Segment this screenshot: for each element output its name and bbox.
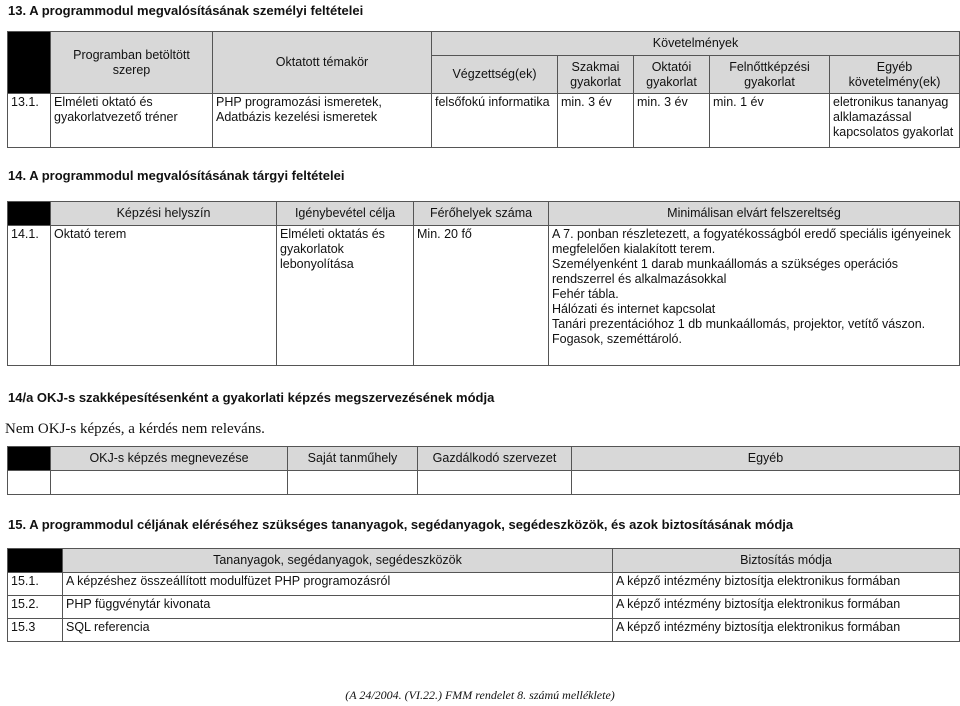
row-number-header — [8, 447, 51, 471]
other-requirements-cell: eletronikus tananyag alklamazással kapcsolatos gyakorlat — [830, 94, 960, 148]
material-cell: PHP függvénytár kivonata — [63, 596, 613, 619]
page-footer: (A 24/2004. (VI.22.) FMM rendelet 8. számú melléklete) — [345, 688, 615, 702]
section-14a-heading: 14/a OKJ-s szakképesítésenként a gyakorlati képzés megszervezésének módja — [8, 390, 495, 405]
place-cell: Oktató terem — [51, 226, 277, 366]
place-header: Képzési helyszín — [51, 202, 277, 226]
seats-header: Férőhelyek száma — [414, 202, 549, 226]
row-number: 14.1. — [8, 226, 51, 366]
section-14-heading: 14. A programmodul megvalósításának tárgyi feltételei — [8, 168, 345, 183]
section-13-heading: 13. A programmodul megvalósításának személyi feltételei — [8, 3, 364, 18]
teaching-practice-cell: min. 3 év — [634, 94, 710, 148]
role-cell: Elméleti oktató és gyakorlatvezető tréner — [51, 94, 213, 148]
topic-cell: PHP programozási ismeretek, Adatbázis kezelési ismeretek — [213, 94, 432, 148]
material-cell: SQL referencia — [63, 619, 613, 642]
row-number: 15.2. — [8, 596, 63, 619]
equipment-cell — [549, 226, 960, 366]
row-number: 15.1. — [8, 573, 63, 596]
equipment-item: Fehér tábla. — [552, 287, 619, 301]
education-header: Végzettség(ek) — [432, 56, 558, 94]
empty-cell — [288, 471, 418, 495]
provision-cell: A képző intézmény biztosítja elektronikus formában — [613, 573, 960, 596]
business-org-header: Gazdálkodó szervezet — [418, 447, 572, 471]
equipment-item: Hálózati és internet kapcsolat — [552, 302, 716, 316]
facilities-table — [7, 201, 960, 366]
equipment-item: Tanári prezentációhoz 1 db munkaállomás, projektor, vetítő vászon. — [552, 317, 926, 331]
row-number: 15.3 — [8, 619, 63, 642]
other-header: Egyéb — [572, 447, 960, 471]
materials-table — [7, 548, 960, 642]
practical-training-table — [7, 446, 960, 495]
requirements-header: Követelmények — [432, 32, 960, 56]
provision-header: Biztosítás módja — [613, 549, 960, 573]
equipment-item: A 7. ponban részletezett, a fogyatékosságból eredő speciális igényeinek megfelelően kialakított terem. — [552, 227, 951, 256]
purpose-cell: Elméleti oktatás és gyakorlatok lebonyolítása — [277, 226, 414, 366]
purpose-header: Igénybevétel célja — [277, 202, 414, 226]
provision-cell: A képző intézmény biztosítja elektronikus formában — [613, 619, 960, 642]
row-number-header — [8, 202, 51, 226]
row-number: 13.1. — [8, 94, 51, 148]
not-applicable-note: Nem OKJ-s képzés, a kérdés nem releváns. — [5, 421, 265, 437]
okj-name-header: OKJ-s képzés megnevezése — [51, 447, 288, 471]
empty-cell — [8, 471, 51, 495]
adult-education-practice-cell: min. 1 év — [710, 94, 830, 148]
empty-cell — [572, 471, 960, 495]
education-cell: felsőfokú informatika — [432, 94, 558, 148]
materials-header: Tananyagok, segédanyagok, segédeszközök — [63, 549, 613, 573]
row-number-header — [8, 32, 51, 94]
section-15-heading: 15. A programmodul céljának eléréséhez szükséges tananyagok, segédanyagok, segédeszközök, és azok biztosításának módja — [8, 517, 794, 532]
own-workshop-header: Saját tanműhely — [288, 447, 418, 471]
equipment-header: Minimálisan elvárt felszereltség — [549, 202, 960, 226]
topic-header: Oktatott témakör — [213, 32, 432, 94]
staff-table — [7, 31, 960, 148]
role-header: Programban betöltött szerep — [51, 32, 213, 94]
seats-cell: Min. 20 fő — [414, 226, 549, 366]
row-number-header — [8, 549, 63, 573]
other-requirements-header: Egyéb követelmény(ek) — [830, 56, 960, 94]
equipment-item: Személyenként 1 darab munkaállomás a szükséges operációs rendszerrel és alkalmazásokkal — [552, 257, 899, 286]
professional-practice-cell: min. 3 év — [558, 94, 634, 148]
empty-cell — [418, 471, 572, 495]
professional-practice-header: Szakmai gyakorlat — [558, 56, 634, 94]
empty-cell — [51, 471, 288, 495]
equipment-item: Fogasok, szeméttároló. — [552, 332, 682, 346]
provision-cell: A képző intézmény biztosítja elektronikus formában — [613, 596, 960, 619]
teaching-practice-header: Oktatói gyakorlat — [634, 56, 710, 94]
material-cell: A képzéshez összeállított modulfüzet PHP programozásról — [63, 573, 613, 596]
adult-education-practice-header: Felnőttképzési gyakorlat — [710, 56, 830, 94]
